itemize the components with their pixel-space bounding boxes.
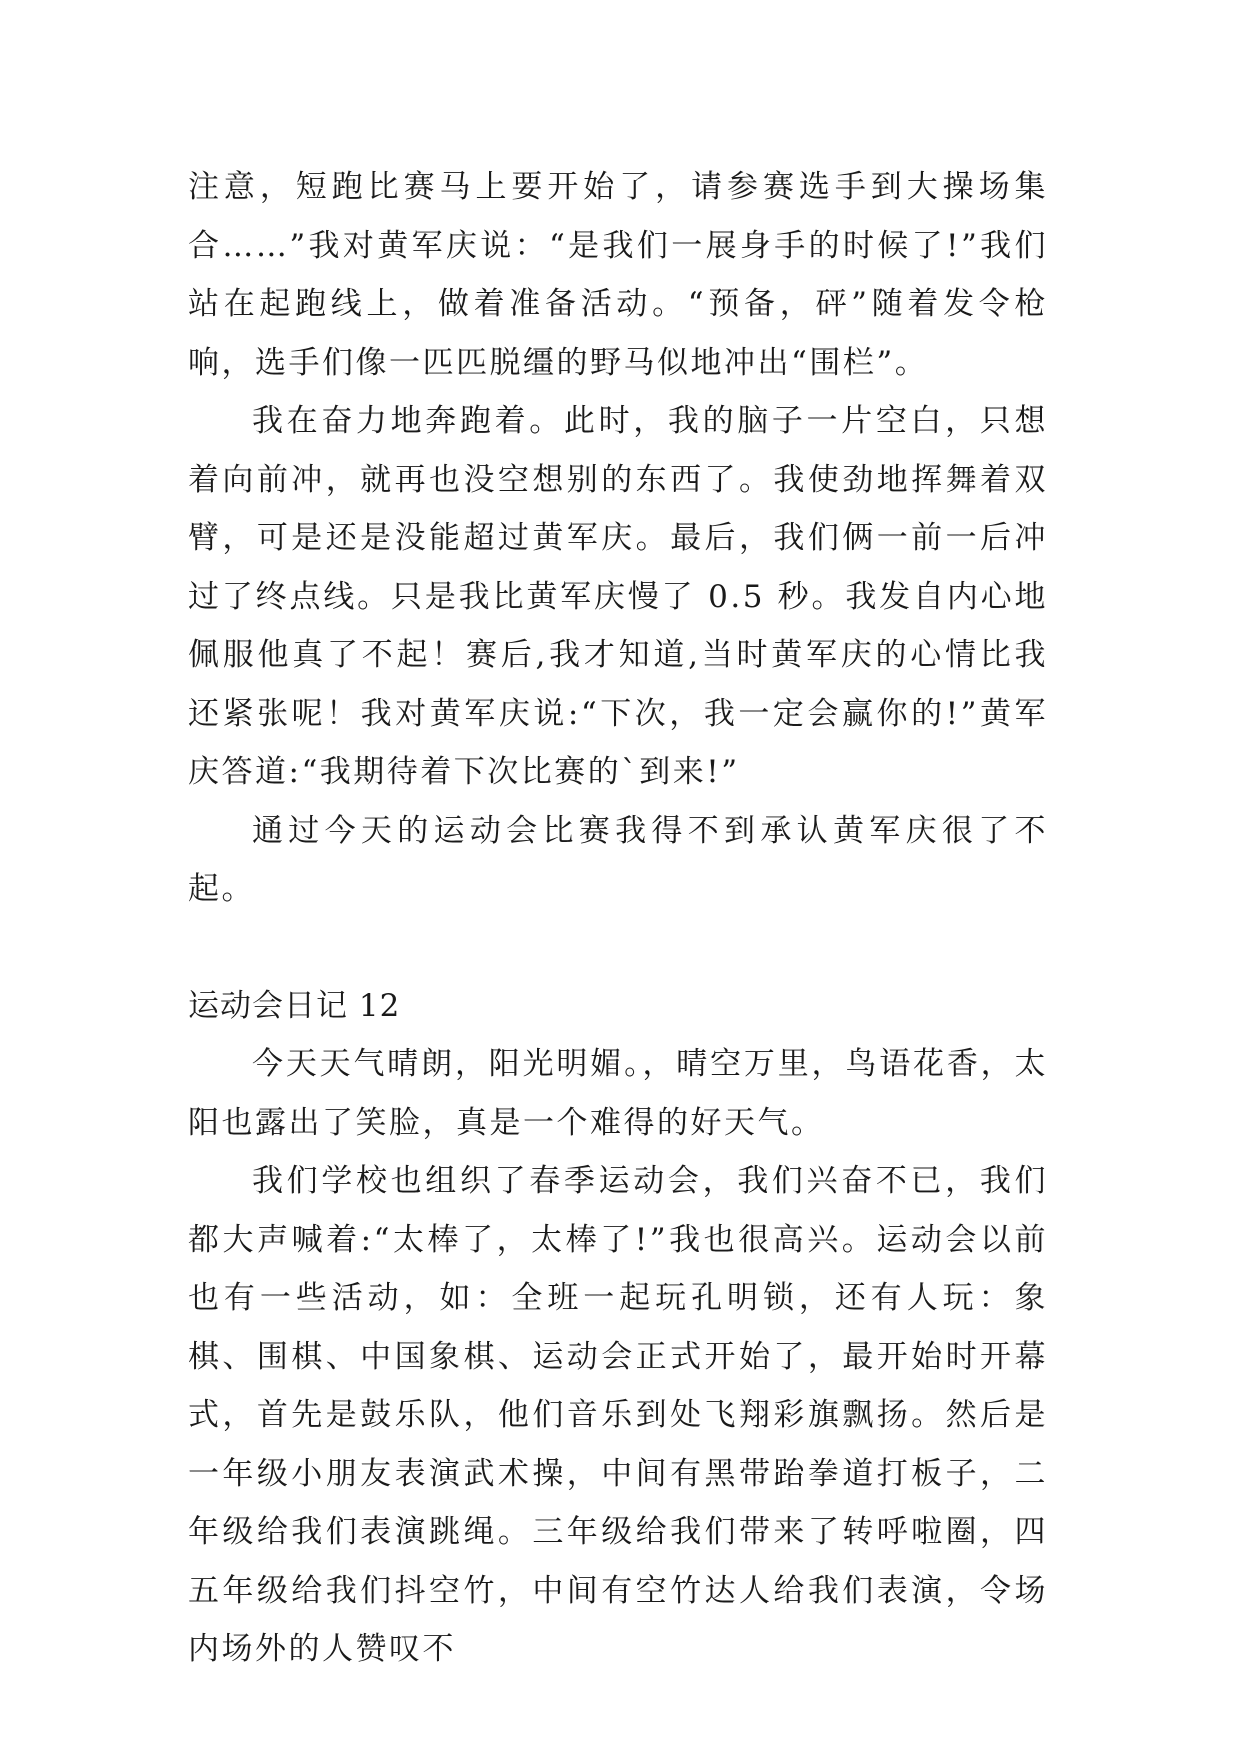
section-title: 运动会日记 12 — [188, 987, 401, 1024]
document-body — [188, 158, 1048, 1679]
section-spacer — [188, 919, 1048, 977]
paragraph-sports-meet: 我们学校也组织了春季运动会，我们兴奋不已，我们都大声喊着:“太棒了，太棒了!”我也很高兴。运动会以前也有一些活动，如：全班一起玩孔明锁，还有人玩：象棋、围棋、中国象棋、运动会正式开始了，最开始时开幕式，首先是鼓乐队，他们音乐到处飞翔彩旗飘扬。然后是一年级小朋友表演武术操，中间有黑带跆拳道打板子，二年级给我们表演跳绳。三年级给我们带来了转呼啦圈，四五年级给我们抖空竹，中间有空竹达人给我们表演，令场内场外的人赞叹不 — [188, 1163, 1048, 1667]
paragraph-race-running: 我在奋力地奔跑着。此时，我的脑子一片空白，只想着向前冲，就再也没空想别的东西了。我使劲地挥舞着双臂，可是还是没能超过黄军庆。最后，我们俩一前一后冲过了终点线。只是我比黄军庆慢了 0.5 秒。我发自内心地佩服他真了不起！赛后,我才知道,当时黄军庆的心情比我还紧张呢！我对黄军庆说:“下次，我一定会赢你的!”黄军庆答道:“我期待着下次比赛的`到来!” — [188, 403, 1048, 790]
paragraph-weather: 今天天气晴朗，阳光明媚。，晴空万里，鸟语花香，太阳也露出了笑脸，真是一个难得的好天气。 — [188, 1046, 1048, 1141]
paragraph-race-start: 注意，短跑比赛马上要开始了，请参赛选手到大操场集合……”我对黄军庆说：“是我们一展身手的时候了!”我们站在起跑线上，做着准备活动。“预备，砰”随着发令枪响，选手们像一匹匹脱缰的野马似地冲出“围栏”。 — [188, 169, 1048, 381]
paragraph-race-conclusion: 通过今天的运动会比赛我得不到承认黄军庆很了不起。 — [188, 812, 1048, 907]
